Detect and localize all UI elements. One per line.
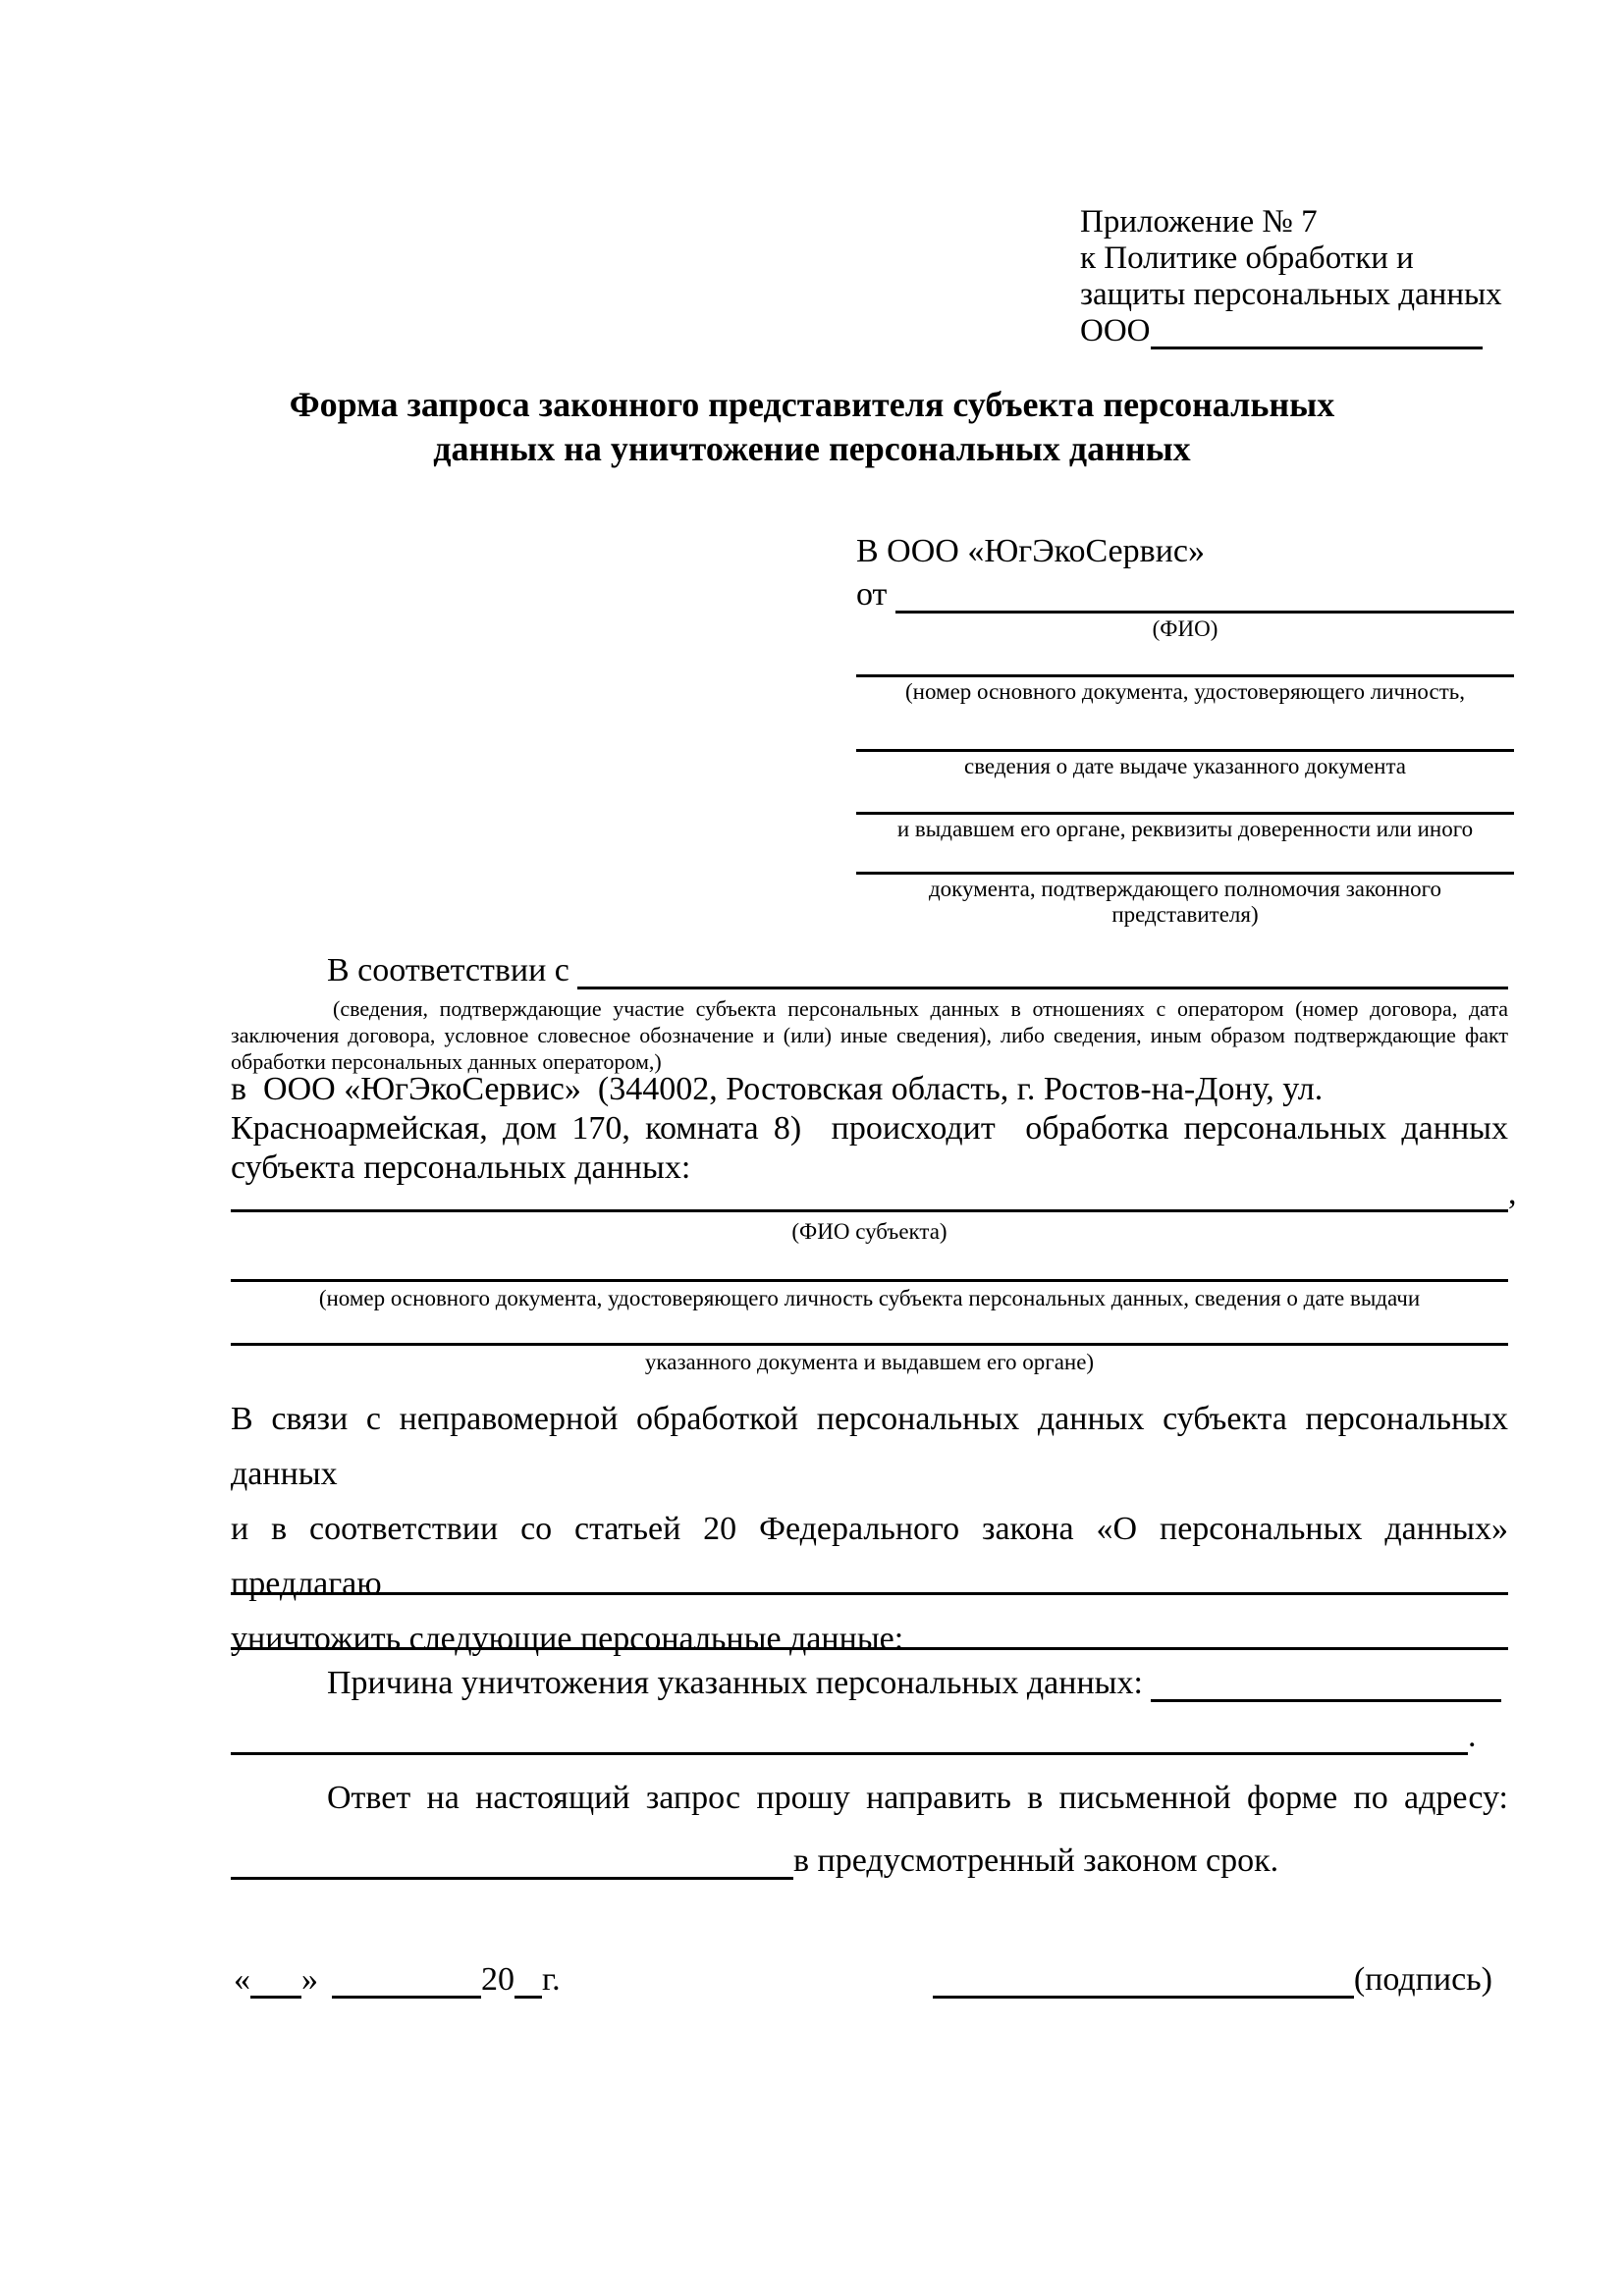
from-label: от [856, 576, 895, 613]
date-year-prefix: 20 [481, 1961, 514, 1998]
accordance-row [231, 954, 1508, 989]
data-to-destroy-blank-field-1 [231, 1558, 1508, 1595]
power-of-attorney-blank-field [856, 837, 1514, 875]
subject-doc-blank-field [231, 1245, 1508, 1282]
document-title [0, 383, 1624, 471]
date-year-blank-field [514, 1988, 542, 1999]
reason-label: Причина уничтожения указанных персональных данных: [327, 1665, 1152, 1701]
operator-line-1: в ООО «ЮгЭкоСервис» (344002, Ростовская область, г. Ростов-на-Дону, ул. [231, 1071, 1324, 1107]
subject-doc-caption: (номер основного документа, удостоверяющего личность субъекта персональных данных, сведения о дате выдачи [318, 1286, 1421, 1310]
subject-fio-blank-field [231, 1175, 1508, 1212]
issue-date-caption: сведения о дате выдаче указанного документа [963, 754, 1407, 778]
appendix-block [1080, 204, 1502, 349]
signature-caption: (подпись) [1353, 1961, 1492, 1998]
accordance-blank-field [577, 979, 1508, 989]
issue-date-blank-field [856, 715, 1514, 752]
date-row [234, 1961, 561, 1999]
operator-line-2: Красноармейская, дом 170, комната 8) происходит обработка персональных данных [231, 1110, 1508, 1147]
subject-fio-caption: (ФИО субъекта) [791, 1219, 947, 1244]
doc-number-caption: (номер основного документа, удостоверяющего личность, [904, 679, 1465, 704]
subject-doc2-blank-field [231, 1308, 1508, 1346]
reason-continuation-blank-field [231, 1718, 1468, 1755]
data-to-destroy-blank-field-2 [231, 1613, 1508, 1650]
accordance-label: В соответствии с [327, 952, 578, 988]
date-day-blank-field [250, 1988, 301, 1999]
date-close-quote: » [301, 1961, 318, 1998]
request-line-3: уничтожить следующие персональные данные: [231, 1621, 904, 1657]
signature-blank-field [933, 1988, 1354, 1999]
appendix-line-1: Приложение № 7 [1080, 204, 1318, 240]
reason-blank-field [1151, 1691, 1501, 1702]
title-line-1: Форма запроса законного представителя субъекта персональных [289, 385, 1335, 424]
date-year-suffix: г. [542, 1961, 561, 1998]
answer-address-row [231, 1842, 1508, 1880]
fio-caption: (ФИО) [1152, 616, 1218, 641]
subject-fio-row [231, 1175, 1517, 1212]
addressee-to: В ООО «ЮгЭкоСервис» [856, 533, 1205, 569]
request-line-1: В связи с неправомерной обработкой персональных данных субъекта персональных данных [231, 1401, 1508, 1492]
date-open-quote: « [234, 1961, 250, 1998]
appendix-line-2: к Политике обработки и [1080, 240, 1414, 276]
ooo-blank-field [1151, 339, 1484, 349]
answer-address-blank-field [231, 1844, 793, 1880]
answer-line: Ответ на настоящий запрос прошу направить в письменной форме по адресу: [327, 1780, 1508, 1816]
doc-number-blank-field [856, 640, 1514, 677]
subject-doc2-caption: указанного документа и выдавшем его органе) [644, 1350, 1095, 1374]
answer-suffix: в предусмотренный законом срок. [793, 1842, 1279, 1879]
from-row [856, 576, 1514, 614]
subject-fio-comma: , [1508, 1175, 1517, 1211]
reason-row [231, 1665, 1501, 1702]
ooo-label: ООО [1080, 313, 1151, 348]
operator-paragraph [231, 1070, 1508, 1188]
reason-continuation-row [231, 1718, 1483, 1755]
accordance-note: (сведения, подтверждающие участие субъекта персональных данных в отношениях с оператором (номер договора, дата заключения договора, условное словесное обозначение и (или) иные сведения), либо сведения, иным образом подтверждающие факт обработки персональных данных оператором,) [231, 996, 1508, 1074]
issuing-authority-blank-field [856, 777, 1514, 815]
request-line-2: и в соответствии со статьей 20 Федерального закона «О персональных данных» предлагаю [231, 1511, 1508, 1602]
signature-row [933, 1961, 1492, 1999]
reason-period: . [1468, 1718, 1477, 1754]
power-of-attorney-caption: документа, подтверждающего полномочия законного представителя) [928, 877, 1441, 927]
appendix-line-3: защиты персональных данных [1080, 277, 1502, 312]
title-line-2: данных на уничтожение персональных данных [433, 429, 1191, 468]
issuing-authority-caption: и выдавшем его органе, реквизиты доверенности или иного [896, 817, 1474, 841]
appendix-ooo-row [1080, 313, 1483, 349]
operator-line-3: субъекта персональных данных: [231, 1149, 691, 1186]
from-blank-field [895, 603, 1514, 614]
date-month-blank-field [332, 1988, 481, 1999]
